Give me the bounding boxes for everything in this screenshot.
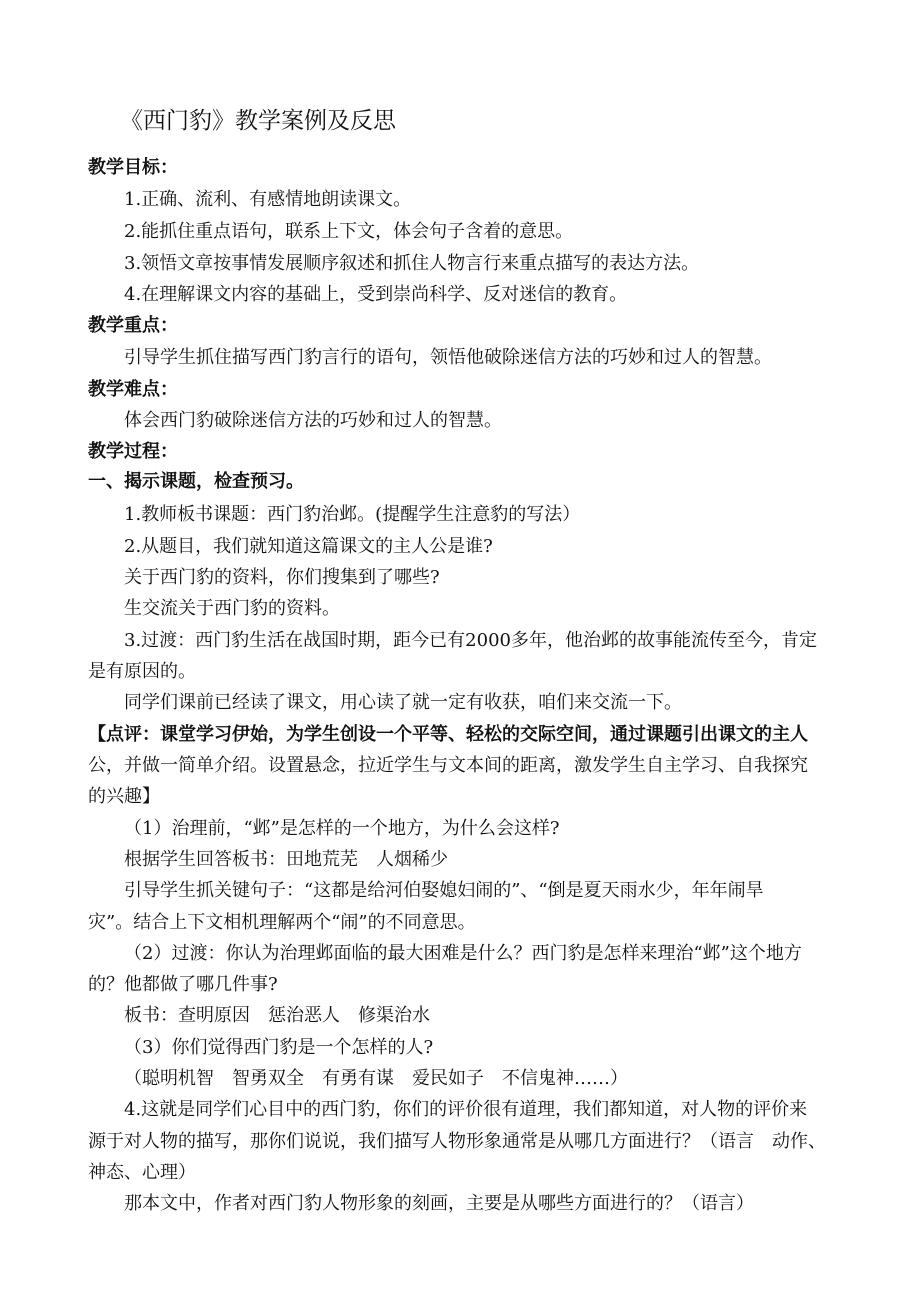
paragraph-line: 体会西门豹破除迷信方法的巧妙和过人的智慧。 — [124, 410, 502, 431]
paragraph-line: 4.在理解课文内容的基础上，受到崇尚科学、反对迷信的教育。 — [124, 284, 628, 305]
paragraph-line: 3.领悟文章按事情发展顺序叙述和抓住人物言行来重点描写的表达方法。 — [124, 253, 700, 274]
paragraph-line: 根据学生回答板书：田地荒芜 人烟稀少 — [124, 849, 448, 870]
paragraph-line: 源于对人物的描写，那你们说说，我们描写人物形象通常是从哪几方面进行？（语言 动作、 — [88, 1131, 826, 1152]
paragraph-line: 1.正确、流利、有感情地朗读课文。 — [124, 189, 412, 210]
paragraph-line: 的？他都做了哪几件事? — [88, 974, 278, 995]
comment-line: 【点评：课堂学习伊始，为学生创设一个平等、轻松的交际空间，通过课题引出课文的主人 — [88, 724, 808, 745]
document-title: 《西门豹》教学案例及反思 — [120, 108, 396, 134]
paragraph-line: （2）过渡：你认为治理邺面临的最大困难是什么？西门豹是怎样来理治“邺”这个地方 — [124, 943, 802, 964]
paragraph-line: 板书：查明原因 惩治恶人 修渠治水 — [124, 1005, 430, 1026]
paragraph-line: 同学们课前已经读了课文，用心读了就一定有收获，咱们来交流一下。 — [124, 692, 682, 713]
comment-line: 公，并做一简单介绍。设置悬念，拉近学生与文本间的距离，激发学生自主学习、自我探究 — [88, 755, 808, 776]
section-heading: 教学过程： — [88, 441, 178, 462]
paragraph-line: （聪明机智 智勇双全 有勇有谋 爱民如子 不信鬼神……） — [124, 1068, 628, 1089]
paragraph-line: 引导学生抓关键句子：“这都是给河伯娶媳妇闹的”、“倒是夏天雨水少，年年闹旱 — [124, 880, 764, 901]
paragraph-line: 2.从题目，我们就知道这篇课文的主人公是谁? — [124, 536, 493, 557]
paragraph-line: 是有原因的。 — [88, 661, 196, 682]
paragraph-line: 2.能抓住重点语句，联系上下文，体会句子含着的意思。 — [124, 221, 574, 242]
section-heading: 教学难点： — [88, 379, 178, 400]
paragraph-line: （3）你们觉得西门豹是一个怎样的人? — [124, 1037, 434, 1058]
paragraph-line: 关于西门豹的资料，你们搜集到了哪些? — [124, 567, 440, 588]
paragraph-line: 那本文中，作者对西门豹人物形象的刻画，主要是从哪些方面进行的？（语言） — [124, 1193, 754, 1214]
section-heading: 一、揭示课题，检查预习。 — [88, 471, 304, 492]
comment-line: 的兴趣】 — [88, 786, 160, 807]
paragraph-line: 3.过渡：西门豹生活在战国时期，距今已有2000多年，他治邺的故事能流传至今，肯定 — [124, 630, 817, 651]
paragraph-line: 4.这就是同学们心目中的西门豹，你们的评价很有道理，我们都知道，对人物的评价来 — [124, 1099, 808, 1120]
paragraph-line: 灾”。结合上下文相机理解两个“闹”的不同意思。 — [88, 912, 476, 933]
paragraph-line: 神态、心理） — [88, 1162, 196, 1183]
paragraph-line: 1.教师板书课题：西门豹治邺。(提醒学生注意豹的写法） — [124, 504, 581, 525]
section-heading: 教学重点： — [88, 315, 178, 336]
section-heading: 教学目标： — [88, 157, 178, 178]
paragraph-line: 引导学生抓住描写西门豹言行的语句，领悟他破除迷信方法的巧妙和过人的智慧。 — [124, 347, 772, 368]
paragraph-line: 生交流关于西门豹的资料。 — [124, 598, 340, 619]
paragraph-line: （1）治理前，“邺”是怎样的一个地方，为什么会这样? — [124, 818, 560, 839]
